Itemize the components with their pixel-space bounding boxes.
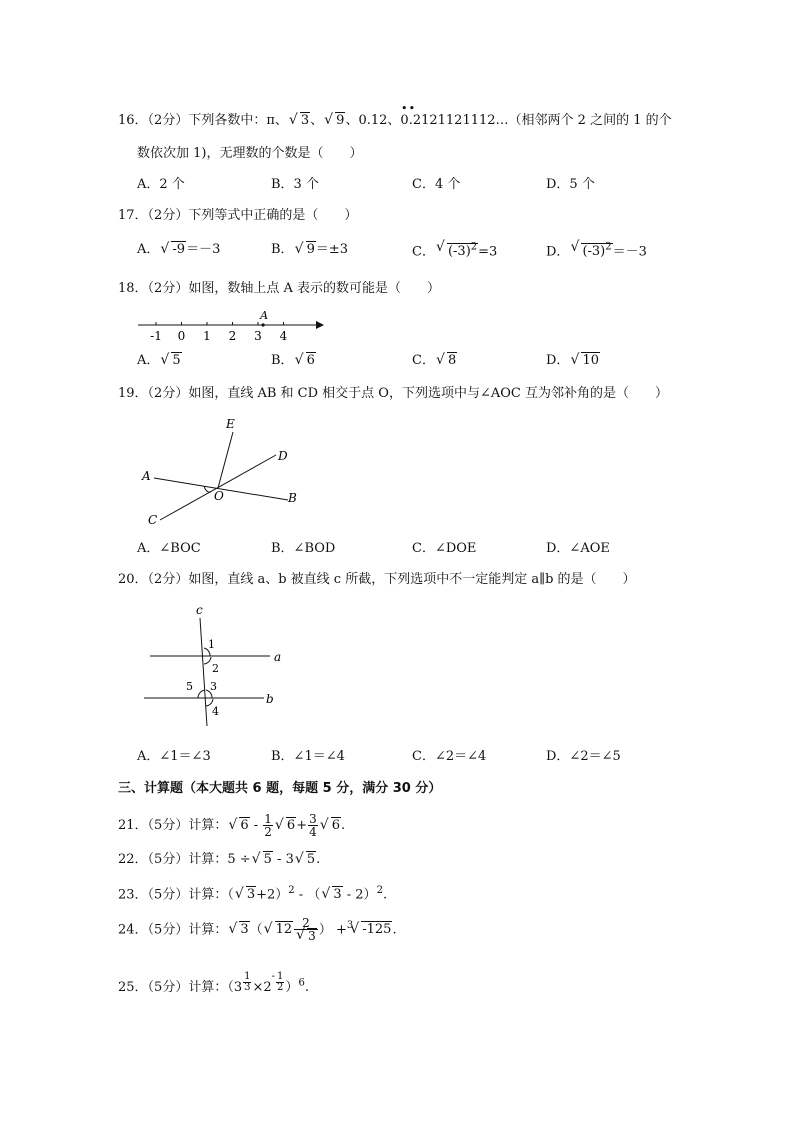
axis-tick-label: 2: [228, 329, 237, 343]
q17-line: [118, 207, 357, 225]
exponent-fraction: $\frac{1}{2}$: [277, 971, 284, 993]
separator: 、: [310, 113, 324, 128]
q16-option-a[interactable]: A．2 个: [137, 177, 185, 192]
axis-tick-label: -1: [150, 329, 162, 343]
q25-line: 25．（5分）计算：（3 $\frac{1}{3}$ ×2- $\frac{1}{2}$ ）$^6$.: [118, 971, 309, 995]
axis-tick-label: 1: [203, 329, 211, 343]
q24-line: 24．（5分）计算：√ 3（√ 12 2 √ 3 ） +$^3$√ -125.: [118, 917, 397, 942]
label-4: 4: [212, 705, 219, 718]
q19-option-c[interactable]: C．∠DOE: [412, 541, 477, 556]
repeating-decimal: 0.12: [358, 113, 388, 128]
q20-option-a[interactable]: A．∠1＝∠3: [137, 749, 211, 764]
q19-stem: 如图，直线 AB 和 CD 相交于点 O，下列选项中与∠AOC 互为邻补角的是（ ）: [188, 386, 668, 401]
q19-option-a[interactable]: A．∠BOC: [137, 541, 201, 556]
axis-tick-label: 4: [279, 329, 288, 343]
q17-stem: 下列等式中正确的是（ ）: [188, 208, 358, 223]
label-d: D: [278, 449, 288, 463]
label-c: C: [148, 513, 158, 527]
arrow-icon: [316, 321, 324, 329]
q24-number: 24．（5分）计算：: [118, 922, 228, 938]
q18-line: [118, 280, 440, 298]
q18-stem: 如图，数轴上点 A 表示的数可能是（ ）: [188, 281, 440, 296]
label-b: b: [266, 692, 274, 706]
fraction: 2 √ 3: [294, 917, 318, 942]
label-5: 5: [186, 680, 193, 693]
q23-line: 23．（5分）计算：（√ 3+2）$^2$ - （√ 3 - 2）$^2$.: [118, 882, 387, 904]
label-2: 2: [212, 662, 219, 675]
q16-option-d[interactable]: D．5 个: [546, 177, 595, 192]
angle-5-arc: [198, 690, 205, 698]
point-a-label: A: [260, 309, 269, 322]
q18-option-a[interactable]: A．√ 5: [137, 352, 182, 370]
label-a: a: [274, 650, 282, 664]
sqrt-3: √ 3: [289, 112, 310, 130]
q17-option-c[interactable]: C．√ $(-3)^2=3$: [412, 239, 497, 261]
q18-option-d[interactable]: D．√ 10: [546, 352, 600, 370]
q16-line2: 数依次加 1)，无理数的个数是（ ）: [137, 146, 363, 161]
q19-number: 19．（2分）: [118, 386, 189, 401]
intersecting-lines-figure: [140, 412, 310, 530]
q22-number: 22．（5分）计算：: [118, 852, 228, 867]
fraction: $\frac{3}{4}$: [309, 812, 317, 839]
q19-line: [118, 385, 668, 403]
q19-option-b[interactable]: B．∠BOD: [271, 541, 336, 556]
label-1: 1: [208, 638, 215, 651]
q18-number: 18．（2分）: [118, 281, 189, 296]
q18-option-c[interactable]: C．√ 8: [412, 352, 457, 370]
label-o: O: [214, 489, 224, 503]
q20-number: 20．（2分）: [118, 572, 189, 587]
q17-option-b[interactable]: B．√ 9＝±3: [271, 241, 348, 259]
q16-option-c[interactable]: C．4 个: [412, 177, 461, 192]
label-3: 3: [210, 680, 217, 693]
q20-option-c[interactable]: C．∠2＝∠4: [412, 749, 487, 764]
angle-2-arc: [204, 657, 211, 664]
point-a-dot: [262, 323, 265, 326]
q16-option-b[interactable]: B．3 个: [271, 177, 319, 192]
q20-option-b[interactable]: B．∠1＝∠4: [271, 749, 345, 764]
axis-tick-label: 0: [177, 329, 186, 343]
axis-tick-label: 3: [254, 329, 262, 343]
q17-number: 17．（2分）: [118, 208, 189, 223]
ray-oe: [218, 432, 233, 488]
label-e: E: [226, 417, 235, 431]
q22-line: 22．（5分）计算：5 ÷√ 5 - 3√ 5.: [118, 851, 320, 869]
separator: 、: [345, 113, 359, 128]
line-c: [200, 618, 207, 726]
q18-option-b[interactable]: B．√ 6: [271, 352, 316, 370]
sqrt-9: √ 9: [324, 112, 345, 130]
q20-line: [118, 571, 636, 589]
q23-number: 23．（5分）计算：: [118, 887, 228, 903]
q16-number: 16．（2分）: [118, 113, 189, 128]
label-a: A: [142, 469, 151, 483]
q20-option-d[interactable]: D．∠2＝∠5: [546, 749, 621, 764]
number-line-figure: [130, 303, 330, 345]
q19-option-d[interactable]: D．∠AOE: [546, 541, 610, 556]
exponent-fraction: $\frac{1}{3}$: [244, 971, 251, 993]
q16-stem: 下列各数中：π、: [188, 113, 288, 128]
q17-option-d[interactable]: D．√ $(-3)^2=-3$: [546, 239, 647, 261]
q25-number: 25．（5分）计算：: [118, 980, 228, 995]
section-heading: 三、计算题（本大题共 6 题，每题 5 分，满分 30 分）: [118, 781, 442, 796]
q21-number: 21．（5分）计算：: [118, 818, 228, 833]
q17-option-a[interactable]: A．√ -9＝－3: [137, 241, 220, 259]
q16-line1: [118, 112, 672, 130]
q21-line: 21．（5分）计算：√ 6 - $\frac{1}{2}$ √ 6+ $\frac{3}{4}$ √ 6.: [118, 813, 345, 838]
q16-stem-tail: 、0.2121121112…（相邻两个 2 之间的 1 的个: [387, 113, 672, 128]
fraction: $\frac{1}{2}$: [264, 812, 272, 839]
parallel-lines-figure: [138, 600, 288, 730]
repeating-dots: • •: [401, 102, 416, 115]
label-c: c: [196, 603, 203, 617]
q20-stem: 如图，直线 a、b 被直线 c 所截，下列选项中不一定能判定 a∥b 的是（ ）: [188, 572, 636, 587]
label-b: B: [288, 491, 297, 505]
